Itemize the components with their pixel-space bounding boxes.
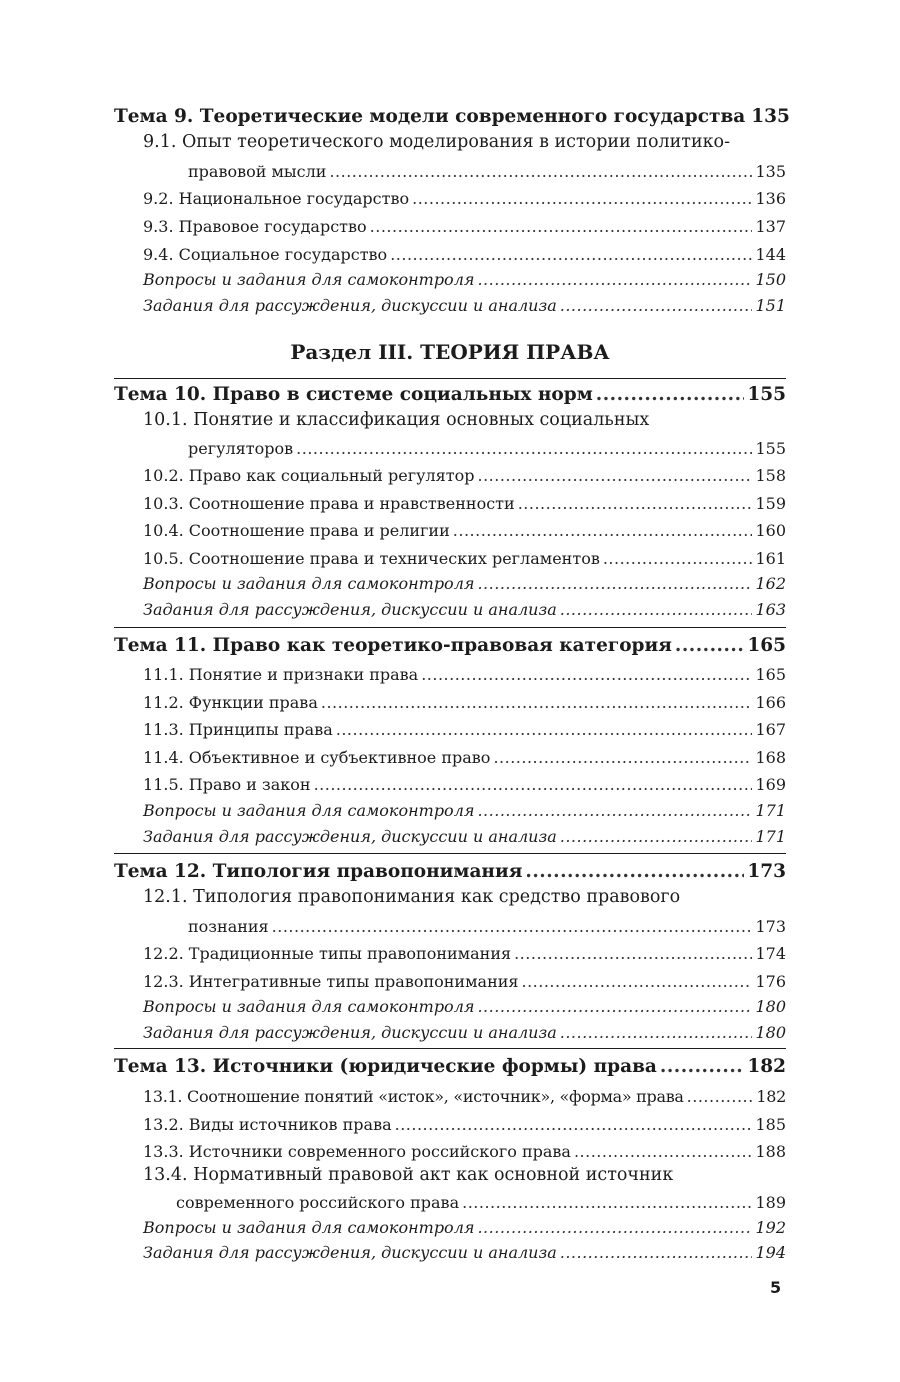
leader-dots: [412, 189, 752, 208]
toc-entry-text: 10.4. Соотношение права и религии: [143, 521, 450, 540]
toc-page-ref: 165: [747, 635, 786, 656]
toc-entry-text: 12.3. Интегративные типы правопонимания: [143, 972, 519, 991]
toc-page-ref: 165: [755, 665, 786, 684]
leader-dots: [477, 997, 752, 1016]
toc-entry-text: 11.3. Принципы права: [143, 720, 333, 739]
leader-dots: [603, 549, 753, 568]
toc-entry[interactable]: [188, 155, 786, 181]
toc-entry-line[interactable]: 9.1. Опыт теоретического моделирования в истории политико-: [143, 132, 731, 152]
toc-entry-text: 13.2. Виды источников права: [143, 1115, 392, 1134]
toc-page-ref: 169: [755, 775, 786, 794]
toc-entry[interactable]: [143, 514, 786, 540]
toc-entry-text: Вопросы и задания для самоконтроля: [143, 997, 475, 1016]
leader-dots: [390, 245, 752, 264]
toc-topic-title: Тема 11. Право как теоретико-правовая категория: [114, 635, 672, 656]
toc-page-ref: 185: [755, 1115, 786, 1134]
toc-page-ref: 135: [751, 106, 790, 127]
toc-entry[interactable]: [143, 741, 786, 767]
toc-entry-text: Вопросы и задания для самоконтроля: [143, 1218, 475, 1237]
leader-dots: [336, 720, 753, 739]
leader-dots: [272, 917, 753, 936]
page-number: 5: [770, 1278, 782, 1297]
toc-entry[interactable]: [143, 182, 786, 208]
toc-topic-title: Тема 9. Теоретические модели современного государства: [114, 106, 746, 127]
toc-page-ref: 160: [755, 521, 786, 540]
divider: [114, 627, 786, 628]
toc-entry[interactable]: [188, 432, 786, 458]
toc-entry-text: 11.1. Понятие и признаки права: [143, 665, 419, 684]
toc-entry-text: Задания для рассуждения, дискуссии и анализа: [143, 1243, 557, 1262]
toc-page-ref: 166: [755, 693, 786, 712]
toc-entry[interactable]: [143, 238, 786, 264]
leader-dots: [462, 1193, 752, 1212]
toc-page-ref: 167: [755, 720, 786, 739]
leader-dots: [560, 827, 753, 846]
section-title: Раздел III. ТЕОРИЯ ПРАВА: [290, 340, 610, 364]
leader-dots: [675, 635, 745, 656]
toc-entry-questions[interactable]: [143, 567, 786, 593]
toc-page-ref: 137: [755, 217, 786, 236]
toc-page-ref: 180: [755, 1023, 786, 1042]
leader-dots: [518, 494, 753, 513]
toc-page-ref: 159: [755, 494, 786, 513]
toc-page-ref: 182: [756, 1087, 786, 1106]
toc-topic-10[interactable]: [114, 379, 786, 405]
toc-page-ref: 136: [755, 189, 786, 208]
toc-entry-text: Задания для рассуждения, дискуссии и анализа: [143, 1023, 557, 1042]
toc-entry-text: 10.3. Соотношение права и нравственности: [143, 494, 515, 513]
leader-dots: [560, 1023, 753, 1042]
divider: [114, 853, 786, 854]
toc-page-ref: 161: [755, 549, 786, 568]
toc-entry-text: 10.5. Соотношение права и технических регламентов: [143, 549, 600, 568]
toc-entry-questions[interactable]: [143, 794, 786, 820]
toc-entry-text: познания: [188, 917, 269, 936]
toc-entry-text: Вопросы и задания для самоконтроля: [143, 270, 475, 289]
toc-entry[interactable]: [143, 713, 786, 739]
toc-page-ref: 188: [755, 1142, 786, 1161]
leader-dots: [477, 1218, 752, 1237]
toc-topic-13[interactable]: [114, 1051, 786, 1077]
leader-dots: [660, 1056, 744, 1077]
toc-entry-text: 11.4. Объективное и субъективное право: [143, 748, 491, 767]
toc-page-ref: 176: [755, 972, 786, 991]
toc-entry[interactable]: [143, 487, 786, 513]
divider: [114, 1048, 786, 1049]
toc-page-ref: 182: [747, 1056, 786, 1077]
toc-topic-11[interactable]: [114, 630, 786, 656]
toc-entry[interactable]: [176, 1186, 786, 1212]
toc-topic-title: Тема 13. Источники (юридические формы) права: [114, 1056, 657, 1077]
toc-entry[interactable]: [143, 210, 786, 236]
toc-page-ref: 180: [755, 997, 786, 1016]
toc-page-ref: 151: [755, 296, 786, 315]
toc-entry-text: 11.5. Право и закон: [143, 775, 311, 794]
toc-entry-tasks[interactable]: [143, 1016, 786, 1042]
leader-dots: [421, 665, 752, 684]
toc-entry-line[interactable]: 13.4. Нормативный правовой акт как основной источник: [143, 1165, 674, 1185]
toc-entry-text: Задания для рассуждения, дискуссии и анализа: [143, 296, 557, 315]
toc-entry[interactable]: [143, 1080, 786, 1106]
toc-topic-title: Тема 10. Право в системе социальных норм: [114, 384, 593, 405]
leader-dots: [525, 861, 744, 882]
toc-entry[interactable]: [143, 686, 786, 712]
leader-dots: [395, 1115, 753, 1134]
toc-page-ref: 171: [755, 827, 786, 846]
toc-page-ref: 158: [755, 466, 786, 485]
toc-entry-text: 12.2. Традиционные типы правопонимания: [143, 944, 512, 963]
toc-entry[interactable]: [143, 965, 786, 991]
leader-dots: [370, 217, 753, 236]
toc-entry-line[interactable]: 10.1. Понятие и классификация основных социальных: [143, 410, 650, 430]
leader-dots: [314, 775, 753, 794]
toc-page-ref: 194: [755, 1243, 786, 1262]
toc-entry-text: Задания для рассуждения, дискуссии и анализа: [143, 827, 557, 846]
leader-dots: [514, 944, 752, 963]
toc-page-ref: 135: [755, 162, 786, 181]
toc-page-ref: 144: [755, 245, 786, 264]
toc-entry[interactable]: [143, 1135, 786, 1161]
leader-dots: [477, 466, 752, 485]
toc-entry-text: 13.1. Соотношение понятий «исток», «источник», «форма» права: [143, 1087, 684, 1106]
toc-entry[interactable]: [143, 658, 786, 684]
leader-dots: [477, 801, 752, 820]
toc-entry-questions[interactable]: [143, 263, 786, 289]
leader-dots: [560, 296, 753, 315]
toc-entry-tasks[interactable]: [143, 593, 786, 619]
leader-dots: [522, 972, 753, 991]
toc-entry-tasks[interactable]: [143, 289, 786, 315]
toc-page-ref: 163: [755, 600, 786, 619]
toc-page-ref: 155: [755, 439, 786, 458]
toc-entry-tasks[interactable]: [143, 1236, 786, 1262]
toc-page-ref: 162: [755, 574, 786, 593]
toc-topic-9[interactable]: [114, 101, 790, 127]
leader-dots: [453, 521, 753, 540]
toc-page-ref: 189: [755, 1193, 786, 1212]
toc-entry-text: Вопросы и задания для самоконтроля: [143, 574, 475, 593]
toc-page-ref: 173: [755, 917, 786, 936]
leader-dots: [329, 162, 752, 181]
toc-entry-text: Вопросы и задания для самоконтроля: [143, 801, 475, 820]
toc-page-ref: 150: [755, 270, 786, 289]
leader-dots: [574, 1142, 753, 1161]
toc-topic-12[interactable]: [114, 856, 786, 882]
leader-dots: [687, 1087, 754, 1106]
leader-dots: [560, 1243, 753, 1262]
toc-page-ref: 168: [755, 748, 786, 767]
toc-entry-text: 11.2. Функции права: [143, 693, 318, 712]
leader-dots: [596, 384, 745, 405]
leader-dots: [493, 748, 752, 767]
leader-dots: [560, 600, 753, 619]
toc-page-ref: 173: [747, 861, 786, 882]
toc-topic-title: Тема 12. Типология правопонимания: [114, 861, 523, 882]
toc-entry[interactable]: [143, 937, 786, 963]
toc-entry-text: 9.3. Правовое государство: [143, 217, 367, 236]
toc-entry-text: правовой мысли: [188, 162, 327, 181]
toc-page-ref: 192: [755, 1218, 786, 1237]
leader-dots: [296, 439, 752, 458]
toc-page-ref: 171: [755, 801, 786, 820]
toc-entry-text: современного российского права: [176, 1193, 460, 1212]
toc-entry-questions[interactable]: [143, 990, 786, 1016]
toc-entry[interactable]: [143, 768, 786, 794]
toc-entry-text: 9.4. Социальное государство: [143, 245, 388, 264]
toc-entry-text: 10.2. Право как социальный регулятор: [143, 466, 475, 485]
toc-entry-text: Задания для рассуждения, дискуссии и анализа: [143, 600, 557, 619]
toc-entry-text: регуляторов: [188, 439, 294, 458]
toc-entry-text: 13.3. Источники современного российского права: [143, 1142, 571, 1161]
leader-dots: [477, 574, 752, 593]
toc-page-ref: 155: [747, 384, 786, 405]
leader-dots: [321, 693, 753, 712]
toc-entry-questions[interactable]: [143, 1211, 786, 1237]
toc-entry[interactable]: [188, 910, 786, 936]
toc-entry[interactable]: [143, 459, 786, 485]
toc-entry-tasks[interactable]: [143, 820, 786, 846]
leader-dots: [477, 270, 752, 289]
toc-entry-line[interactable]: 12.1. Типология правопонимания как средство правового: [143, 887, 681, 907]
toc-entry[interactable]: [143, 1108, 786, 1134]
toc-entry-text: 9.2. Национальное государство: [143, 189, 410, 208]
toc-page-ref: 174: [755, 944, 786, 963]
toc-entry[interactable]: [143, 542, 786, 568]
